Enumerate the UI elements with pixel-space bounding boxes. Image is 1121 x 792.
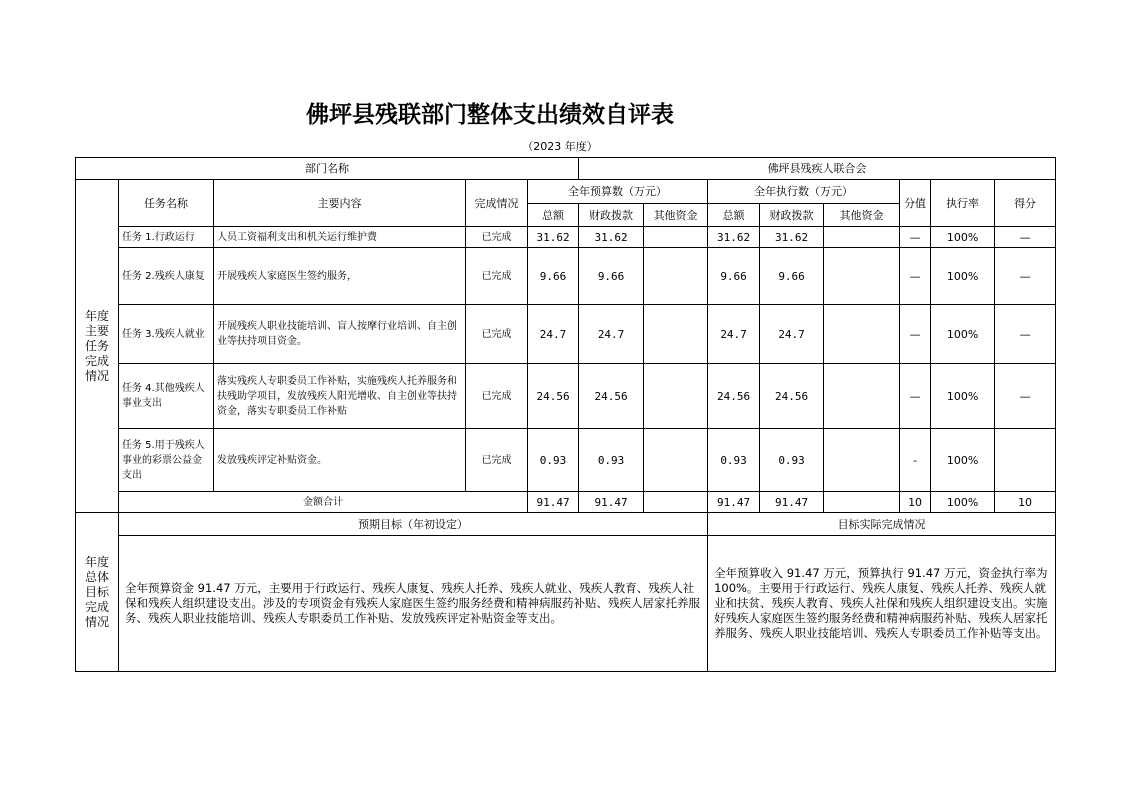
header-exec-fiscal: 财政拨款 <box>760 204 824 227</box>
section2-line: 情况 <box>84 614 109 629</box>
dept-label: 部门名称 <box>76 158 579 180</box>
performance-table <box>75 157 1056 672</box>
task-score: — <box>995 248 1056 305</box>
exec-other <box>824 227 900 248</box>
task-name: 任务 4.其他残疾人事业支出 <box>119 364 214 429</box>
total-weight: 10 <box>900 492 931 513</box>
budget-other <box>644 227 708 248</box>
section2-line: 目标 <box>84 584 109 599</box>
task-weight: — <box>900 305 931 364</box>
budget-fiscal: 0.93 <box>579 429 644 492</box>
task-weight: — <box>900 364 931 429</box>
budget-fiscal: 24.56 <box>579 364 644 429</box>
exec-fiscal: 31.62 <box>760 227 824 248</box>
header-task-name: 任务名称 <box>119 180 214 227</box>
exec-fiscal: 0.93 <box>760 429 824 492</box>
task-name: 任务 3.残疾人就业 <box>119 305 214 364</box>
goals-body-row <box>76 536 1056 672</box>
budget-other <box>644 305 708 364</box>
section2-line: 总体 <box>84 569 109 584</box>
task-exec-rate: 100% <box>931 429 995 492</box>
table-row <box>76 227 1056 248</box>
actual-goal-text: 全年预算收入 91.47 万元，预算执行 91.47 万元，资金执行率为 100%。主要用于行政运行、残疾人康复、残疾人托养、残疾人就业和扶贫、残疾人教育、残疾人社保和残疾人组织建设支出。实施好残疾人家庭医生签约服务经费和精神病服药补贴、残疾人居家托养服务、残疾人职业技能培训、残疾人专职委员工作补贴等支出。 <box>708 536 1056 672</box>
section2-line: 完成 <box>84 599 109 614</box>
task-exec-rate: 100% <box>931 305 995 364</box>
task-content: 落实残疾人专职委员工作补贴，实施残疾人托养服务和扶残助学项目，发放残疾人阳光增收、自主创业等扶持资金，落实专职委员工作补贴 <box>214 364 466 429</box>
header-budget-fiscal: 财政拨款 <box>579 204 644 227</box>
total-budget-fiscal: 91.47 <box>579 492 644 513</box>
section1-line: 情况 <box>84 368 109 383</box>
header-exec-total: 总额 <box>708 204 760 227</box>
exec-fiscal: 9.66 <box>760 248 824 305</box>
year-label: （2023 年度） <box>522 140 598 153</box>
table-row <box>76 429 1056 492</box>
task-name: 任务 2.残疾人康复 <box>119 248 214 305</box>
task-weight: — <box>900 248 931 305</box>
task-content: 人员工资福利支出和机关运行维护费 <box>214 227 466 248</box>
exec-other <box>824 305 900 364</box>
task-score: — <box>995 305 1056 364</box>
section1-line: 完成 <box>84 353 109 368</box>
total-exec-other <box>824 492 900 513</box>
section2-label <box>76 513 119 672</box>
header-budget-group: 全年预算数（万元） <box>528 180 708 204</box>
exec-total: 9.66 <box>708 248 760 305</box>
budget-total: 24.7 <box>528 305 579 364</box>
task-weight: - <box>900 429 931 492</box>
task-name: 任务 5.用于残疾人事业的彩票公益金支出 <box>119 429 214 492</box>
budget-fiscal: 9.66 <box>579 248 644 305</box>
actual-goal-header: 目标实际完成情况 <box>708 513 1056 536</box>
exec-total: 24.56 <box>708 364 760 429</box>
task-content: 开展残疾人家庭医生签约服务， <box>214 248 466 305</box>
total-row <box>76 492 1056 513</box>
header-row-1 <box>76 180 1056 204</box>
page-title: 佛坪县残联部门整体支出绩效自评表 <box>306 101 674 128</box>
task-status: 已完成 <box>466 364 528 429</box>
task-status: 已完成 <box>466 429 528 492</box>
exec-fiscal: 24.7 <box>760 305 824 364</box>
dept-name: 佛坪县残疾人联合会 <box>579 158 1056 180</box>
exec-other <box>824 248 900 305</box>
exec-other <box>824 429 900 492</box>
total-exec-rate: 100% <box>931 492 995 513</box>
expected-goal-header: 预期目标（年初设定） <box>119 513 708 536</box>
budget-other <box>644 248 708 305</box>
section1-label <box>76 180 119 513</box>
exec-fiscal: 24.56 <box>760 364 824 429</box>
task-exec-rate: 100% <box>931 364 995 429</box>
task-score: — <box>995 227 1056 248</box>
exec-total: 31.62 <box>708 227 760 248</box>
task-status: 已完成 <box>466 248 528 305</box>
header-budget-other: 其他资金 <box>644 204 708 227</box>
total-exec: 91.47 <box>708 492 760 513</box>
task-weight: — <box>900 227 931 248</box>
total-exec-fiscal: 91.47 <box>760 492 824 513</box>
header-exec-rate: 执行率 <box>931 180 995 227</box>
budget-other <box>644 364 708 429</box>
budget-fiscal: 31.62 <box>579 227 644 248</box>
budget-total: 0.93 <box>528 429 579 492</box>
total-label: 金额合计 <box>119 492 528 513</box>
expected-goal-text: 全年预算资金 91.47 万元，主要用于行政运行、残疾人康复、残疾人托养、残疾人就业、残疾人教育、残疾人社保和残疾人组织建设支出。涉及的专项资金有残疾人家庭医生签约服务经费和精神病服药补贴、残疾人居家托养服务、残疾人职业技能培训、残疾人专职委员工作补贴、发放残疾评定补贴资金等支出。 <box>119 536 708 672</box>
header-weight: 分值 <box>900 180 931 227</box>
task-name: 任务 1.行政运行 <box>119 227 214 248</box>
dept-row <box>76 158 1056 180</box>
section1-line: 年度 <box>84 308 109 323</box>
header-status: 完成情况 <box>466 180 528 227</box>
exec-total: 0.93 <box>708 429 760 492</box>
exec-total: 24.7 <box>708 305 760 364</box>
budget-other <box>644 429 708 492</box>
budget-total: 24.56 <box>528 364 579 429</box>
task-status: 已完成 <box>466 227 528 248</box>
section1-line: 主要 <box>84 323 109 338</box>
task-exec-rate: 100% <box>931 227 995 248</box>
budget-total: 9.66 <box>528 248 579 305</box>
section2-line: 年度 <box>84 554 109 569</box>
exec-other <box>824 364 900 429</box>
task-content: 开展残疾人职业技能培训、盲人按摩行业培训、自主创业等扶持项目资金。 <box>214 305 466 364</box>
section1-line: 任务 <box>84 338 109 353</box>
table-row <box>76 305 1056 364</box>
table-row <box>76 364 1056 429</box>
task-exec-rate: 100% <box>931 248 995 305</box>
total-score: 10 <box>995 492 1056 513</box>
total-budget-other <box>644 492 708 513</box>
task-status: 已完成 <box>466 305 528 364</box>
budget-fiscal: 24.7 <box>579 305 644 364</box>
header-exec-other: 其他资金 <box>824 204 900 227</box>
task-score <box>995 429 1056 492</box>
goals-header-row <box>76 513 1056 536</box>
task-score: — <box>995 364 1056 429</box>
table-row <box>76 248 1056 305</box>
header-content: 主要内容 <box>214 180 466 227</box>
budget-total: 31.62 <box>528 227 579 248</box>
task-content: 发放残疾评定补贴资金。 <box>214 429 466 492</box>
header-budget-total: 总额 <box>528 204 579 227</box>
header-exec-group: 全年执行数（万元） <box>708 180 900 204</box>
total-budget: 91.47 <box>528 492 579 513</box>
header-score: 得分 <box>995 180 1056 227</box>
